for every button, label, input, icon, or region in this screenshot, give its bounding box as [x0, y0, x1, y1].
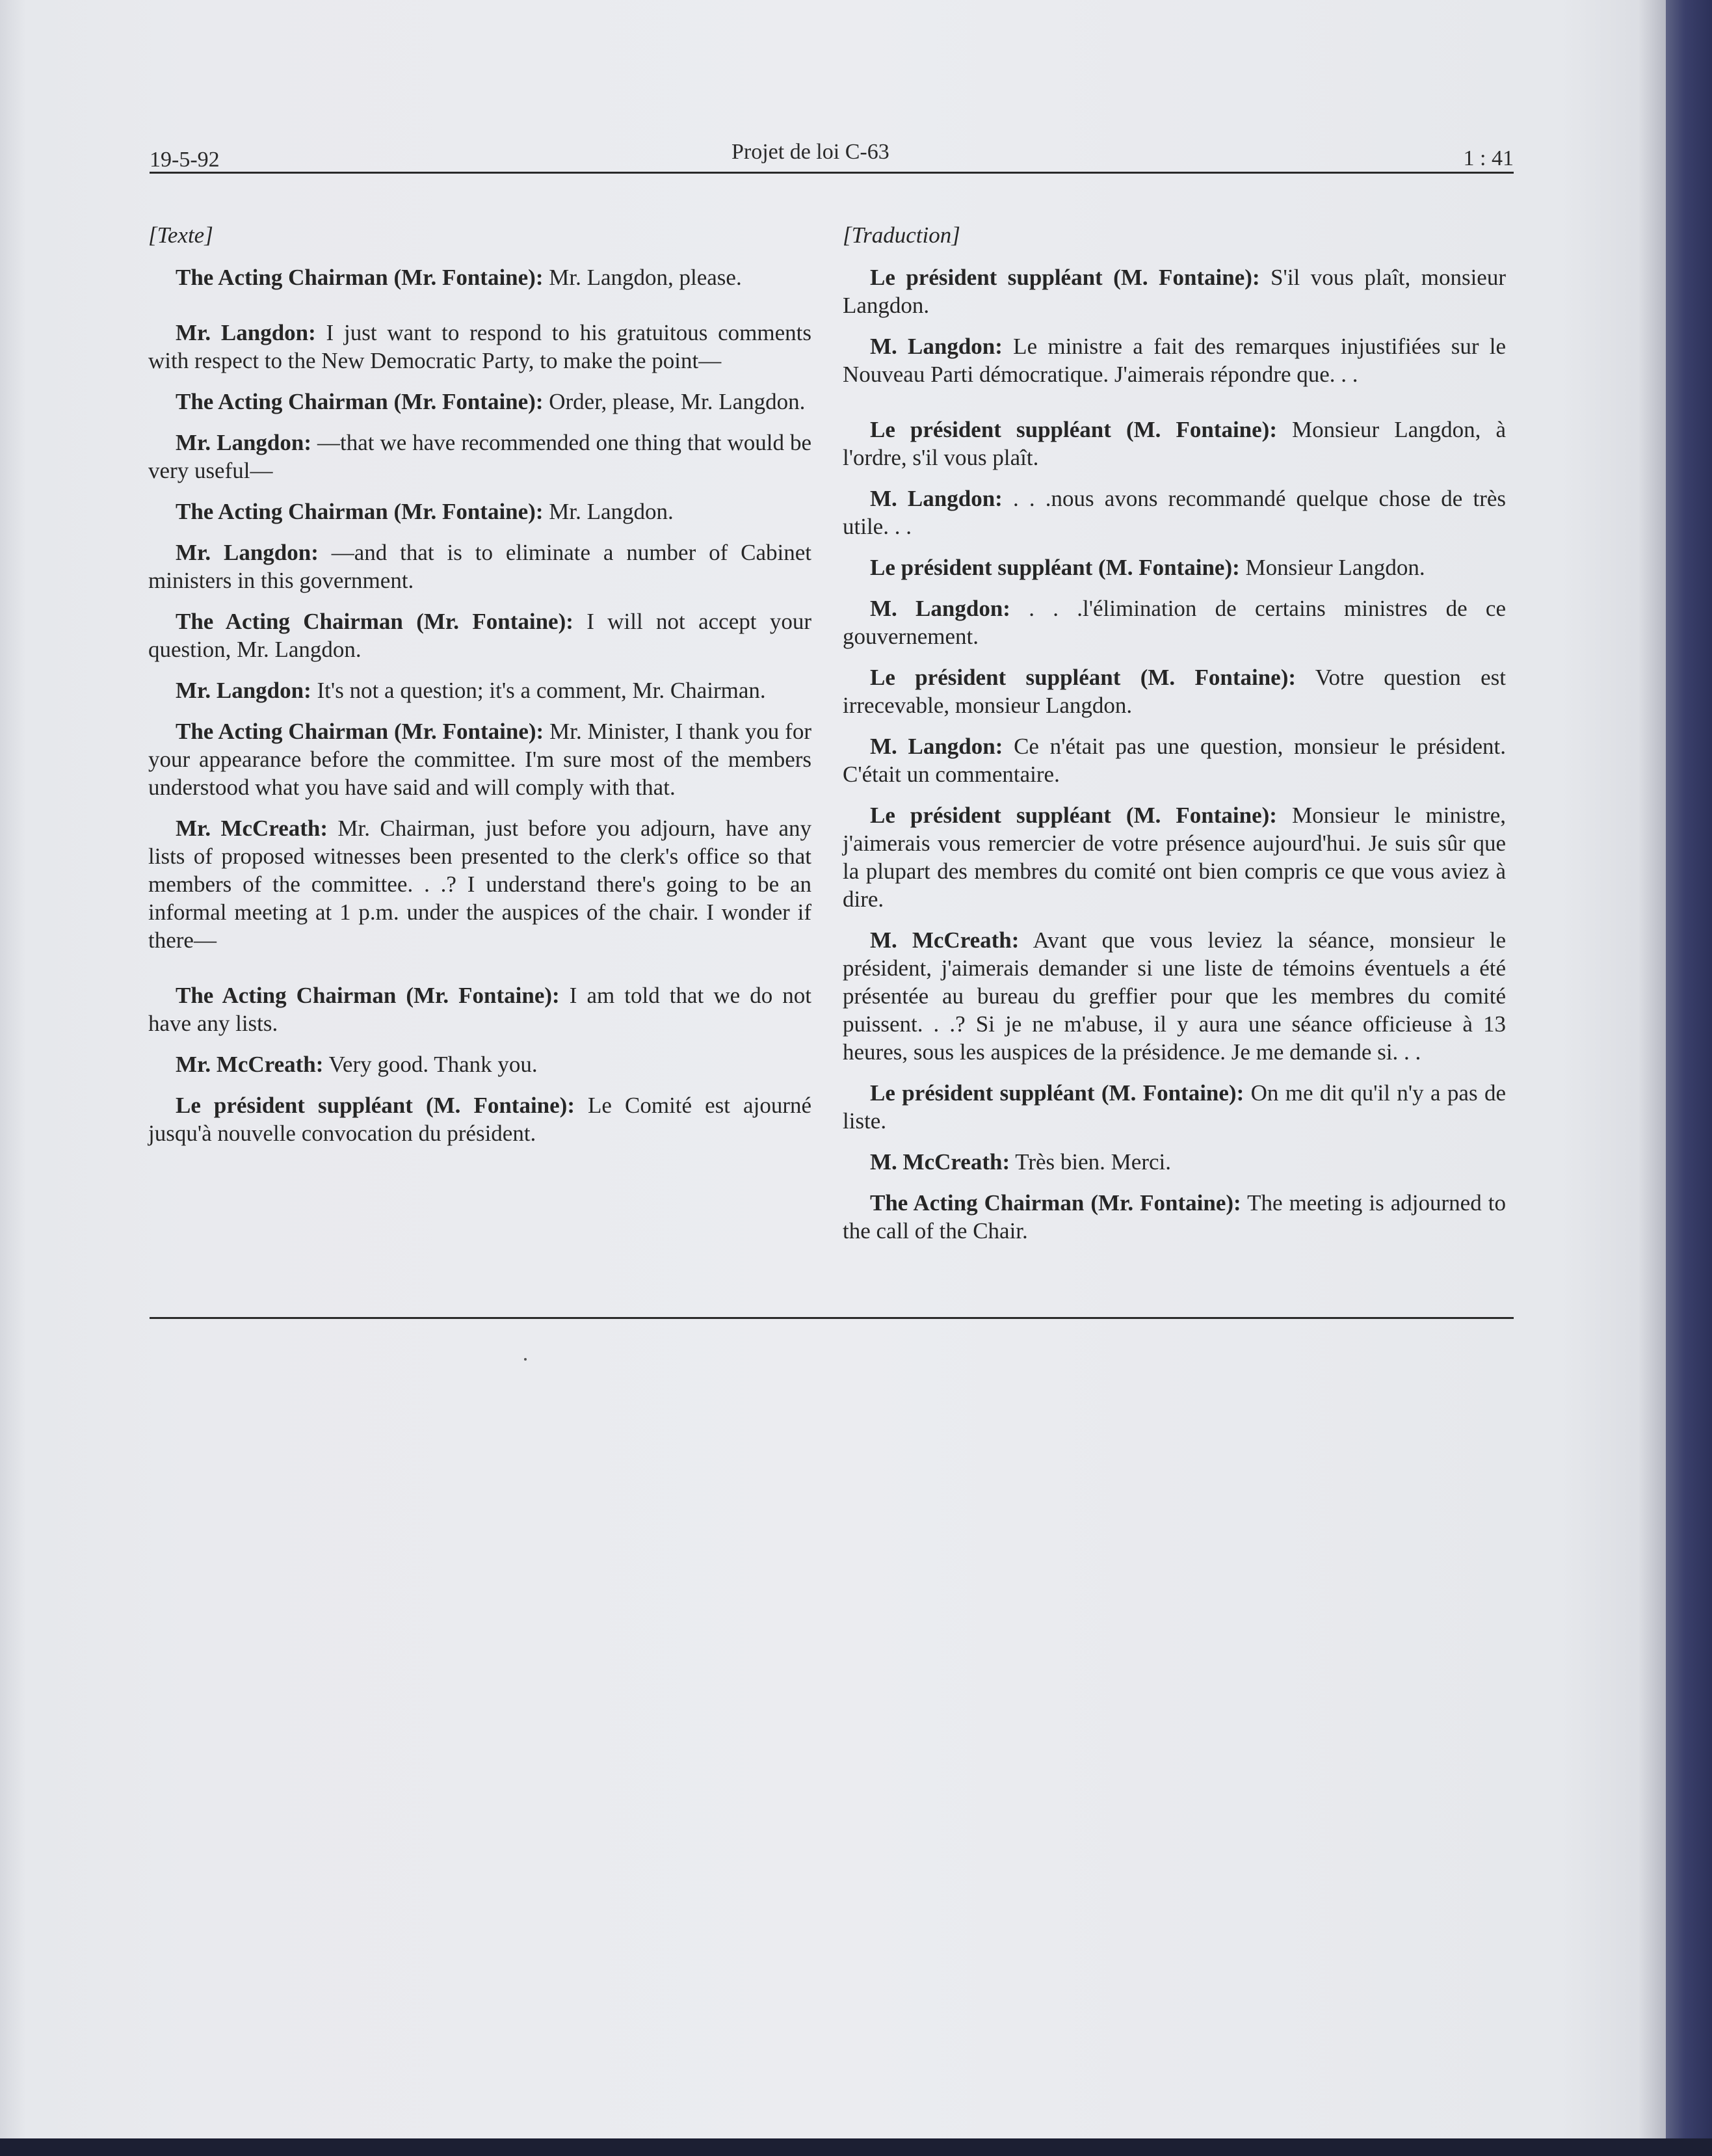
- page-edge-shadow: [1639, 0, 1666, 2156]
- speaker-name: The Acting Chairman (Mr. Fontaine):: [870, 1190, 1241, 1216]
- speech-text: S'il vous plaît, monsieur Langdon.: [843, 265, 1506, 318]
- speaker-name: The Acting Chairman (Mr. Fontaine):: [176, 719, 544, 744]
- transcript-paragraph: [843, 332, 1506, 388]
- book-binding: [1666, 0, 1712, 2156]
- speaker-name: Le président suppléant (M. Fontaine):: [870, 1080, 1244, 1106]
- speaker-name: Mr. Langdon:: [176, 678, 311, 703]
- transcript-paragraph: [843, 263, 1506, 319]
- speaker-name: The Acting Chairman (Mr. Fontaine):: [176, 389, 544, 414]
- speaker-name: M. Langdon:: [870, 734, 1003, 759]
- speech-text: . . .l'élimination de certains ministres de ce gouvernement.: [843, 596, 1506, 649]
- speech-text: —that we have recommended one thing that would be very useful—: [148, 430, 811, 483]
- speech-text: Très bien. Merci.: [1010, 1149, 1171, 1175]
- speaker-name: Le président suppléant (M. Fontaine):: [870, 665, 1297, 690]
- speech-text: Avant que vous leviez la séance, monsieur le président, j'aimerais demander si une liste de témoins éventuels a été présentée au bureau du greffier pour que les membres du comité puissent. . .? Si je ne m'abuse, il y aura une séance officieuse à 13 heures, sous les auspices de la présidence. Je me demande si. . .: [843, 927, 1507, 1065]
- transcript-paragraph: [148, 319, 811, 375]
- speech-text: Mr. Chairman, just before you adjourn, have any lists of proposed witnesses been presented to the clerk's office so that members of the committee. . .? I understand there's going to be an informal meeting at 1 p.m. under the auspices of the chair. I wonder if there—: [148, 816, 811, 953]
- french-column: [843, 221, 1506, 1258]
- speech-text: Monsieur Langdon.: [1239, 555, 1425, 580]
- transcript-paragraph: [843, 732, 1506, 788]
- transcript-paragraph: [148, 429, 811, 485]
- speech-text: Le ministre a fait des remarques injustifiées sur le Nouveau Parti démocratique. J'aimerais répondre que. . .: [843, 334, 1506, 387]
- speech-text: The meeting is adjourned to the call of the Chair.: [843, 1190, 1506, 1244]
- column-marker: [Traduction]: [843, 222, 960, 248]
- speech-text: Monsieur Langdon, à l'ordre, s'il vous plaît.: [843, 417, 1507, 470]
- speaker-name: The Acting Chairman (Mr. Fontaine):: [176, 983, 560, 1008]
- speech-text: I will not accept your question, Mr. Langdon.: [148, 609, 811, 662]
- speaker-name: Mr. Langdon:: [176, 540, 319, 565]
- speaker-name: Mr. Langdon:: [176, 320, 316, 345]
- speaker-name: The Acting Chairman (Mr. Fontaine):: [176, 265, 544, 290]
- speech-text: Monsieur le ministre, j'aimerais vous remercier de votre présence aujourd'hui. Je suis sûr que la plupart des membres du comité ont bien compris ce que vous aviez à dire.: [843, 803, 1507, 912]
- transcript-paragraph: [843, 926, 1506, 1066]
- transcript-paragraph: [148, 498, 811, 526]
- speech-text: Order, please, Mr. Langdon.: [543, 389, 806, 414]
- transcript-paragraph: [843, 594, 1506, 650]
- speaker-name: Le président suppléant (M. Fontaine):: [176, 1093, 575, 1118]
- speaker-name: Le président suppléant (M. Fontaine):: [870, 417, 1277, 442]
- speech-text: —and that is to eliminate a number of Cabinet ministers in this government.: [148, 540, 811, 593]
- speech-text: Very good. Thank you.: [323, 1052, 538, 1077]
- transcript-paragraph: [148, 607, 811, 663]
- speech-text: Ce n'était pas une question, monsieur le président. C'était un commentaire.: [843, 734, 1506, 787]
- transcript-paragraph: [843, 485, 1506, 540]
- transcript-paragraph: [148, 814, 811, 954]
- english-column: [148, 221, 811, 1160]
- speech-text: Mr. Minister, I thank you for your appearance before the committee. I'm sure most of the members understood what you have said and will comply with that.: [148, 719, 811, 800]
- footer-rule: [150, 1317, 1514, 1319]
- speaker-name: Le président suppléant (M. Fontaine):: [870, 265, 1260, 290]
- speaker-name: M. Langdon:: [870, 596, 1010, 621]
- page-header: [150, 140, 1514, 172]
- transcript-paragraph: [148, 676, 811, 704]
- transcript-paragraph: [148, 263, 811, 291]
- speech-text: Mr. Langdon.: [543, 499, 674, 524]
- transcript-paragraph: [148, 1091, 811, 1147]
- speech-text: Mr. Langdon, please.: [543, 265, 742, 290]
- transcript-paragraph: [148, 717, 811, 801]
- speech-text: On me dit qu'il n'y a pas de liste.: [843, 1080, 1506, 1134]
- speaker-name: M. McCreath:: [870, 1149, 1010, 1175]
- transcript-paragraph: [148, 388, 811, 416]
- transcript-paragraph: [843, 1189, 1506, 1245]
- speaker-name: The Acting Chairman (Mr. Fontaine):: [176, 499, 544, 524]
- transcript-paragraph: [148, 539, 811, 594]
- transcript-paragraph: [148, 981, 811, 1037]
- transcript-paragraph: [843, 663, 1506, 719]
- speaker-name: Mr. McCreath:: [176, 1052, 324, 1077]
- speaker-name: Mr. Langdon:: [176, 430, 311, 455]
- transcript-paragraph: [843, 553, 1506, 581]
- header-page-ref: 1 : 41: [1463, 146, 1514, 170]
- speech-text: It's not a question; it's a comment, Mr. Chairman.: [311, 678, 766, 703]
- header-rule: [150, 172, 1514, 174]
- speaker-name: Le président suppléant (M. Fontaine):: [870, 555, 1240, 580]
- speech-text: I just want to respond to his gratuitous comments with respect to the New Democratic Party, to make the point—: [148, 320, 811, 373]
- transcript-paragraph: [843, 1148, 1506, 1176]
- speech-text: Le Comité est ajourné jusqu'à nouvelle convocation du président.: [148, 1093, 812, 1146]
- transcript-paragraph: [843, 416, 1506, 472]
- speaker-name: The Acting Chairman (Mr. Fontaine):: [176, 609, 573, 634]
- header-title: Projet de loi C-63: [731, 140, 889, 164]
- scan-bottom-edge: [0, 2138, 1712, 2156]
- speaker-name: Mr. McCreath:: [176, 816, 328, 841]
- header-date: 19-5-92: [150, 148, 220, 172]
- speaker-name: M. Langdon:: [870, 334, 1003, 359]
- speaker-name: M. McCreath:: [870, 927, 1020, 953]
- transcript-paragraph: [843, 801, 1506, 913]
- ink-speck: [524, 1358, 527, 1361]
- speech-text: Votre question est irrecevable, monsieur Langdon.: [843, 665, 1507, 718]
- speaker-name: M. Langdon:: [870, 486, 1003, 511]
- speech-text: I am told that we do not have any lists.: [148, 983, 811, 1036]
- column-marker: [Texte]: [148, 222, 213, 248]
- transcript-paragraph: [148, 1050, 811, 1078]
- transcript-paragraph: [843, 1079, 1506, 1135]
- speech-text: . . .nous avons recommandé quelque chose de très utile. . .: [843, 486, 1507, 539]
- speaker-name: Le président suppléant (M. Fontaine):: [870, 803, 1277, 828]
